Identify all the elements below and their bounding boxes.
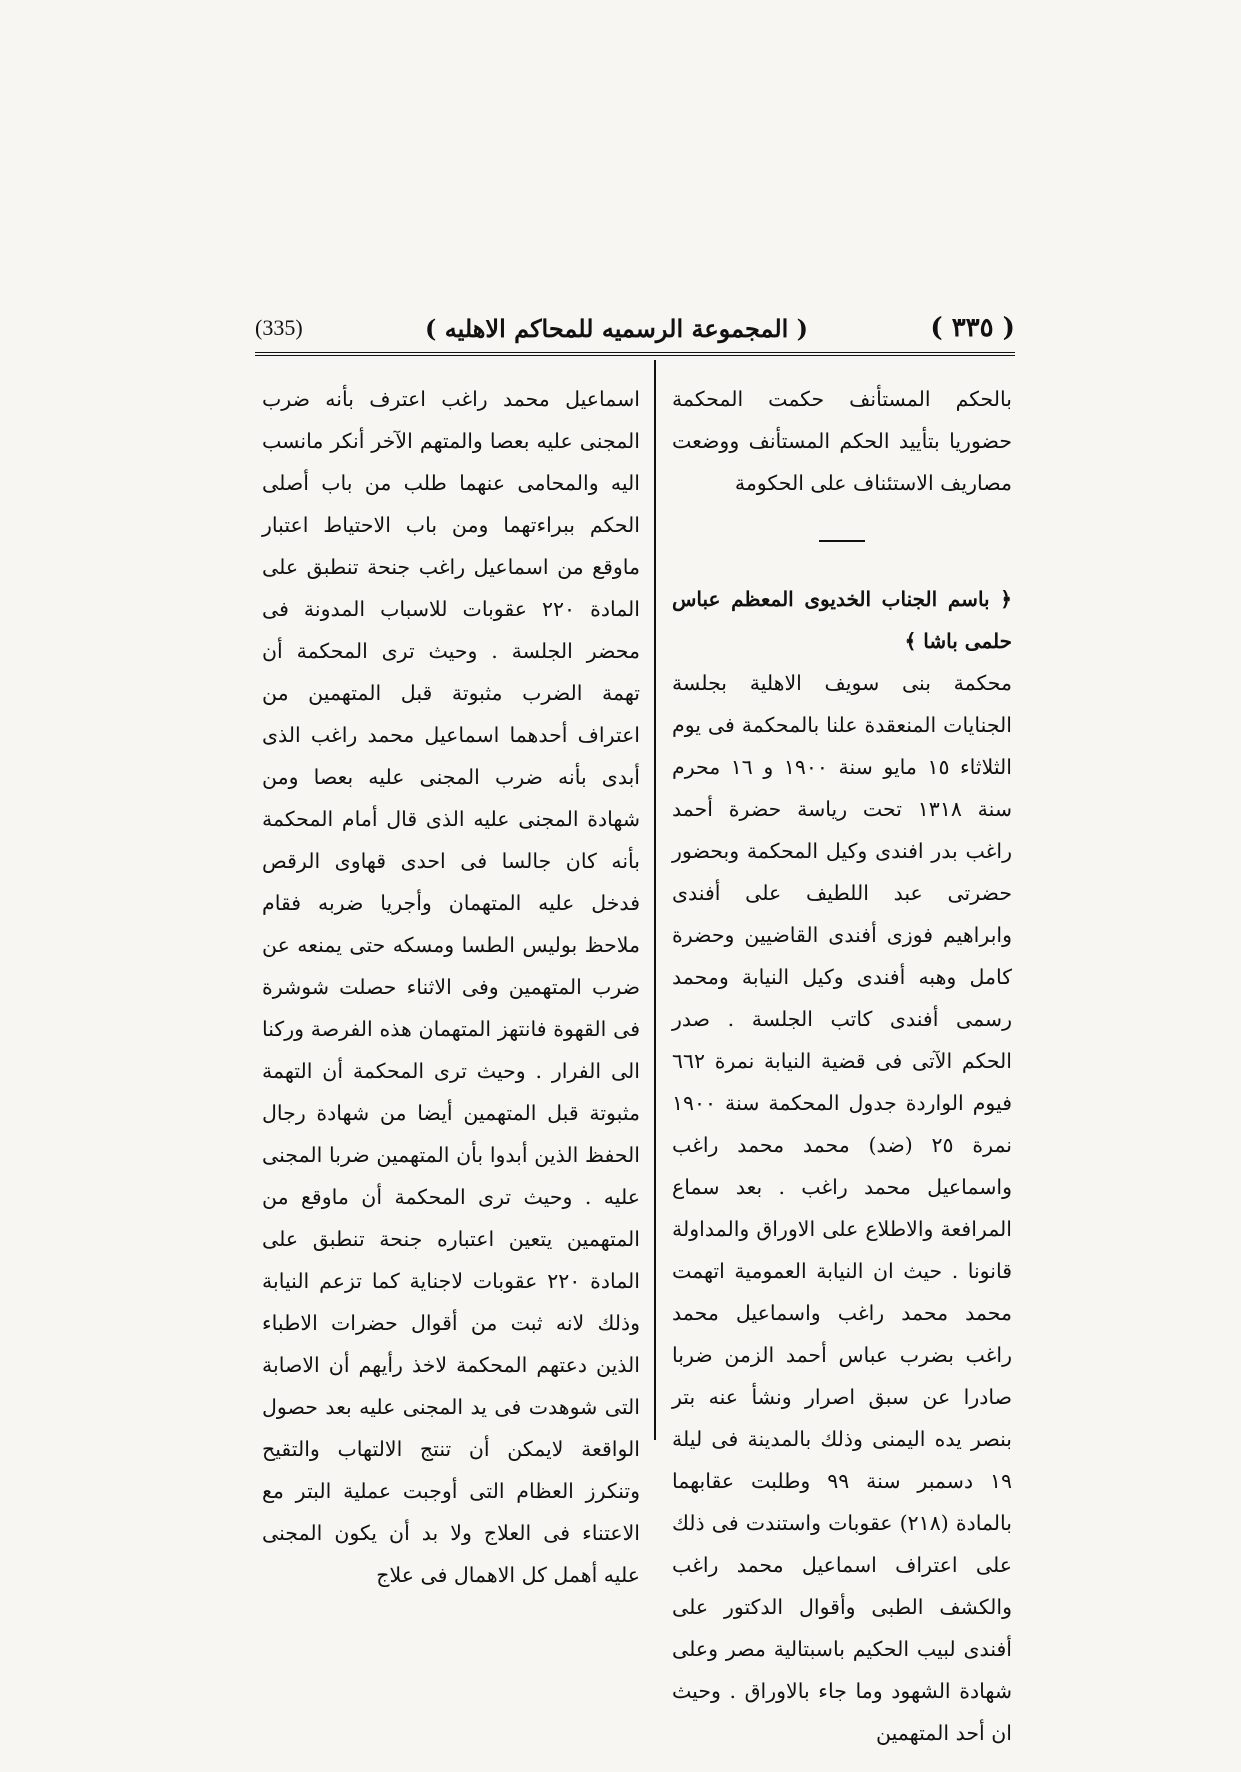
right-column [672,378,1012,1754]
judgment-heading: ﴿ باسم الجناب الخديوى المعظم عباس حلمى باشا ﴾ [672,587,1012,653]
section-divider [819,540,865,542]
page-number-arabic: ( ٣٣٥ ) [930,313,1015,343]
left-paragraph-1: اسماعيل محمد راغب اعترف بأنه ضرب المجنى عليه بعصا والمتهم الآخر أنكر مانسب اليه والمحامى عنهما طلب من باب أصلى الحكم ببراءتهما ومن باب الاحتياط اعتبار ماوقع من اسماعيل راغب جنحة تنطبق على المادة ٢٢٠ عقوبات للاسباب المدونة فى محضر الجلسة . وحيث ترى المحكمة أن تهمة الضرب مثبوتة قبل المتهمين من اعتراف أحدهما اسماعيل محمد راغب الذى أبدى بأنه ضرب المجنى عليه بعصا ومن شهادة المجنى عليه الذى قال أمام المحكمة بأنه كان جالسا فى احدى قهاوى الرقص فدخل عليه المتهمان وأجريا ضربه فقام ملاحظ بوليس الطسا ومسكه حتى يمنعه عن ضرب المتهمين وفى الاثناء حصلت شوشرة فى القهوة فانتهز المتهمان هذه الفرصة وركنا الى الفرار . وحيث ترى المحكمة أن التهمة مثبوتة قبل المتهمين أيضا من شهادة رجال الحفظ الذين أبدوا بأن المتهمين ضربا المجنى عليه . وحيث ترى المحكمة أن ماوقع من المتهمين يتعين اعتباره جنحة تنطبق على المادة ٢٢٠ عقوبات لاجناية كما تزعم النيابة وذلك لانه ثبت من أقوال حضرات الاطباء الذين دعتهم المحكمة لاخذ رأيهم أن الاصابة التى شوهدت فى يد المجنى عليه بعد حصول الواقعة لايمكن أن تنتج الالتهاب والتقيح وتنكرز العظام التى أوجبت عملية البتر مع الاعتناء فى العلاج ولا بد أن يكون المجنى عليه أهمل كل الاهمال فى علاج [262,387,640,1587]
left-column [262,378,640,1596]
page-header [255,308,1015,348]
right-paragraph-1: بالحكم المستأنف حكمت المحكمة حضوريا بتأييد الحكم المستأنف ووضعت مصاريف الاستئناف على الحكومة [672,387,1012,495]
right-paragraph-2: محكمة بنى سويف الاهلية بجلسة الجنايات المنعقدة علنا بالمحكمة فى يوم الثلاثاء ١٥ مايو سنة ١٩٠٠ و ١٦ محرم سنة ١٣١٨ تحت رياسة حضرة أحمد راغب بدر افندى وكيل المحكمة وبحضور حضرتى عبد اللطيف على أفندى وابراهيم فوزى أفندى القاضيين وحضرة كامل وهبه أفندى وكيل النيابة ومحمد رسمى أفندى كاتب الجلسة . صدر الحكم الآتى فى قضية النيابة نمرة ٦٦٢ فيوم الواردة جدول المحكمة سنة ١٩٠٠ نمرة ٢٥ (ضد) محمد محمد راغب واسماعيل محمد راغب . بعد سماع المرافعة والاطلاع على الاوراق والمداولة قانونا . حيث ان النيابة العمومية اتهمت محمد محمد راغب واسماعيل محمد راغب بضرب عباس أحمد الزمن ضربا صادرا عن سبق اصرار ونشأ عنه بتر بنصر يده اليمنى وذلك بالمدينة فى ليلة ١٩ دسمبر سنة ٩٩ وطلبت عقابهما بالمادة (٢١٨) عقوبات واستندت فى ذلك على اعتراف اسماعيل محمد راغب والكشف الطبى وأقوال الدكتور على أفندى لبيب الحكيم باسبتالية مصر وعلى شهادة الشهود وما جاء بالاوراق . وحيث ان أحد المتهمين [672,671,1013,1745]
column-divider [654,360,656,1440]
page-number-latin: (335) [255,315,303,340]
running-title: ( المجموعة الرسميه للمحاكم الاهليه ) [425,313,809,343]
header-rule [255,352,1015,356]
